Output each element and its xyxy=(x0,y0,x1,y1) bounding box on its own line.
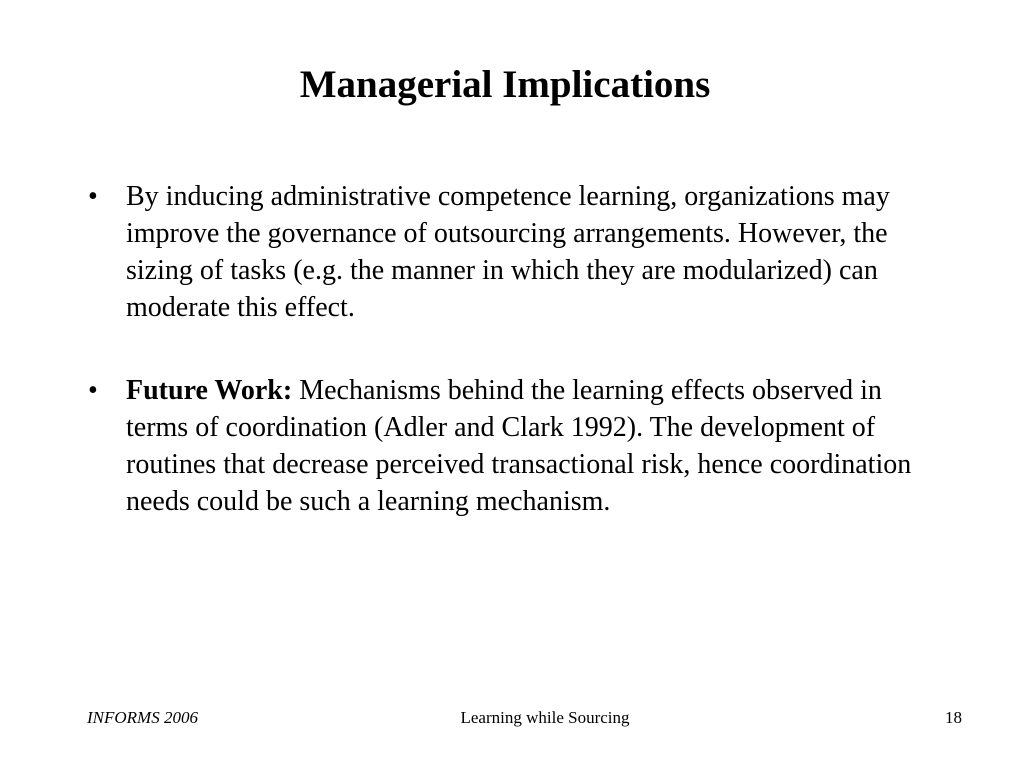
bullet-item-governance xyxy=(88,178,938,326)
bullet-list xyxy=(88,178,938,520)
bullet-lead: Future Work: xyxy=(126,375,293,406)
bullet-icon: • xyxy=(88,181,98,212)
bullet-text: Mechanisms behind the learning effects observed in terms of coordination (Adler and Clark 1992). The development of routines that decrease perceived transactional risk, hence coordination needs could be such a learning mechanism. xyxy=(126,375,912,517)
footer-title: Learning while Sourcing xyxy=(460,708,630,727)
slide-title: Managerial Implications xyxy=(299,63,711,106)
footer-conference: INFORMS 2006 xyxy=(87,708,198,727)
bullet-item-future-work xyxy=(88,372,938,520)
bullet-text: By inducing administrative competence learning, organizations may improve the governance of outsourcing arrangements. However, the sizing of tasks (e.g. the manner in which they are modularized) can moderate this effect. xyxy=(126,181,890,323)
page-number: 18 xyxy=(945,708,962,727)
bullet-icon: • xyxy=(88,375,98,406)
